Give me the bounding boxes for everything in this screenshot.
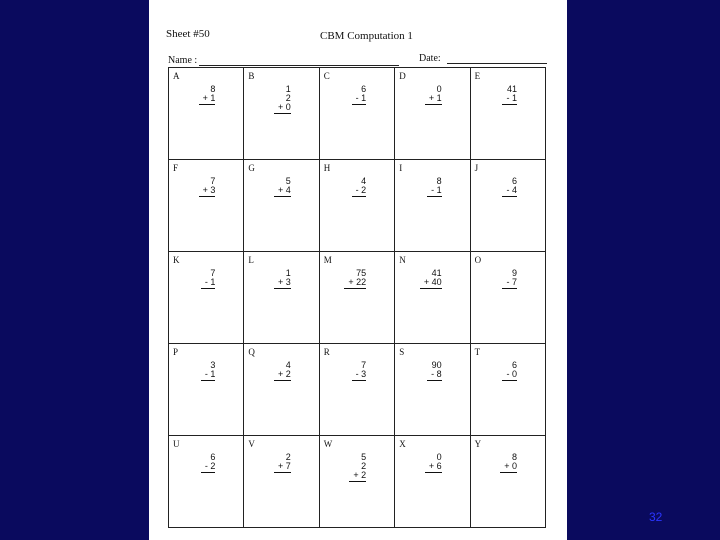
problem-expression: [274, 177, 291, 197]
problem-cell: [471, 160, 546, 252]
problem-cell: [471, 252, 546, 344]
problem-cell: [320, 68, 395, 160]
problem-cell: [169, 252, 244, 344]
problem-expression: [352, 85, 367, 105]
problem-line: - 1: [201, 370, 216, 381]
problem-line: - 1: [201, 278, 216, 289]
problem-cell: [471, 68, 546, 160]
problem-expression: [201, 453, 216, 473]
problem-line: + 2: [349, 471, 366, 482]
problem-cell: [244, 436, 319, 528]
name-label: Name :: [168, 55, 198, 66]
problem-expression: [427, 361, 442, 381]
problem-letter: H: [323, 163, 331, 173]
problem-line: - 2: [352, 186, 367, 197]
problem-expression: [274, 85, 291, 114]
problem-cell: [395, 160, 470, 252]
problem-grid: [168, 67, 546, 528]
problem-line: - 1: [427, 186, 442, 197]
slide-page-number: 32: [649, 510, 663, 524]
problem-cell: [320, 436, 395, 528]
problem-cell: [395, 252, 470, 344]
problem-expression: [349, 453, 366, 482]
sheet-number: Sheet #50: [166, 28, 210, 40]
problem-expression: [427, 177, 442, 197]
problem-line: + 3: [199, 186, 216, 197]
problem-line: + 22: [344, 278, 366, 289]
date-blank-line: [447, 63, 547, 64]
problem-line: 0: [436, 452, 442, 462]
problem-letter: L: [248, 255, 254, 265]
problem-cell: [395, 68, 470, 160]
problem-cell: [320, 160, 395, 252]
problem-line: 6: [511, 360, 517, 370]
problem-line: + 0: [500, 462, 517, 473]
problem-line: - 0: [502, 370, 517, 381]
problem-letter: N: [399, 255, 406, 265]
name-blank-line: [199, 65, 399, 66]
problem-cell: [320, 252, 395, 344]
problem-letter: S: [399, 347, 405, 357]
problem-expression: [274, 269, 291, 289]
problem-expression: [199, 85, 216, 105]
problem-line: 41: [506, 84, 517, 94]
problem-letter: M: [323, 255, 332, 265]
problem-cell: [169, 436, 244, 528]
problem-line: + 0: [274, 103, 291, 114]
problem-letter: V: [248, 439, 255, 449]
problem-letter: W: [323, 439, 333, 449]
problem-cell: [169, 160, 244, 252]
problem-expression: [502, 361, 517, 381]
problem-cell: [320, 344, 395, 436]
problem-line: + 2: [274, 370, 291, 381]
problem-line: 90: [431, 360, 442, 370]
problem-line: - 8: [427, 370, 442, 381]
problem-cell: [244, 252, 319, 344]
problem-letter: G: [248, 163, 255, 173]
problem-expression: [274, 453, 291, 473]
problem-cell: [244, 68, 319, 160]
problem-line: - 7: [502, 278, 517, 289]
date-label: Date:: [419, 53, 441, 64]
problem-cell: [471, 436, 546, 528]
problem-expression: [425, 453, 442, 473]
problem-expression: [502, 177, 517, 197]
problem-expression: [502, 269, 517, 289]
problem-line: + 1: [199, 94, 216, 105]
problem-letter: U: [173, 439, 180, 449]
problem-line: 7: [210, 268, 216, 278]
problem-cell: [169, 68, 244, 160]
problem-line: 7: [210, 176, 216, 186]
problem-line: - 2: [201, 462, 216, 473]
problem-line: + 40: [420, 278, 442, 289]
problem-letter: Q: [248, 347, 255, 357]
problem-line: + 7: [274, 462, 291, 473]
worksheet-page: [149, 0, 567, 540]
problem-line: - 1: [352, 94, 367, 105]
problem-letter: T: [474, 347, 481, 357]
problem-expression: [352, 177, 367, 197]
problem-line: 0: [436, 84, 442, 94]
problem-line: + 6: [425, 462, 442, 473]
problem-expression: [199, 177, 216, 197]
problem-line: 8: [436, 176, 442, 186]
problem-letter: E: [474, 71, 481, 81]
problem-letter: P: [173, 347, 179, 357]
problem-line: 5: [361, 452, 367, 462]
problem-line: 2: [361, 461, 367, 471]
problem-line: 2: [285, 452, 291, 462]
problem-expression: [420, 269, 442, 289]
problem-cell: [244, 344, 319, 436]
problem-line: 6: [210, 452, 216, 462]
problem-line: + 1: [425, 94, 442, 105]
problem-line: 1: [285, 268, 291, 278]
problem-line: 3: [210, 360, 216, 370]
problem-letter: D: [399, 71, 406, 81]
problem-line: 75: [356, 268, 367, 278]
worksheet-title: CBM Computation 1: [320, 30, 413, 42]
problem-cell: [395, 436, 470, 528]
problem-line: 2: [285, 93, 291, 103]
problem-line: + 3: [274, 278, 291, 289]
problem-expression: [274, 361, 291, 381]
problem-expression: [201, 361, 216, 381]
problem-line: 8: [511, 452, 517, 462]
problem-cell: [169, 344, 244, 436]
problem-letter: X: [399, 439, 406, 449]
problem-letter: R: [323, 347, 330, 357]
problem-expression: [502, 85, 517, 105]
problem-cell: [395, 344, 470, 436]
problem-letter: F: [173, 163, 179, 173]
problem-line: 7: [361, 360, 367, 370]
problem-letter: B: [248, 71, 255, 81]
problem-expression: [352, 361, 367, 381]
problem-line: 4: [285, 360, 291, 370]
problem-line: - 1: [502, 94, 517, 105]
problem-expression: [425, 85, 442, 105]
problem-line: 41: [431, 268, 442, 278]
problem-line: 5: [285, 176, 291, 186]
problem-letter: I: [399, 163, 403, 173]
problem-cell: [244, 160, 319, 252]
problem-line: 6: [361, 84, 367, 94]
problem-line: 1: [285, 84, 291, 94]
problem-letter: A: [173, 71, 180, 81]
problem-expression: [344, 269, 366, 289]
problem-cell: [471, 344, 546, 436]
problem-line: 8: [210, 84, 216, 94]
problem-line: - 3: [352, 370, 367, 381]
problem-letter: Y: [474, 439, 482, 449]
problem-line: 4: [361, 176, 367, 186]
problem-expression: [500, 453, 517, 473]
problem-letter: O: [474, 255, 482, 265]
problem-line: 6: [511, 176, 517, 186]
problem-letter: K: [173, 255, 180, 265]
problem-line: - 4: [502, 186, 517, 197]
problem-letter: J: [474, 163, 479, 173]
problem-letter: C: [323, 71, 330, 81]
problem-expression: [201, 269, 216, 289]
problem-line: 9: [511, 268, 517, 278]
problem-line: + 4: [274, 186, 291, 197]
